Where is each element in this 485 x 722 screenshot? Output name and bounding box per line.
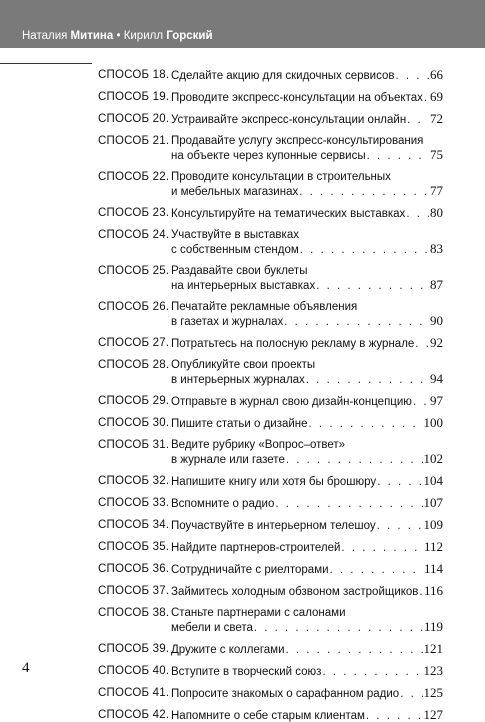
leader-dots <box>286 643 423 656</box>
toc-entry-title-continued: на объекте через купонные сервисы <box>171 150 366 162</box>
toc-entry <box>98 584 443 598</box>
page-number: 4 <box>22 660 30 676</box>
leader-dots <box>419 585 423 598</box>
leader-dots <box>306 373 429 386</box>
toc-entry-title: Попросите знакомых о сарафанном радио <box>171 688 400 700</box>
toc-entry-page: 116 <box>423 584 443 598</box>
toc-entry-page: 107 <box>423 496 443 510</box>
toc-entry-title: Вспомните о радио <box>171 498 275 510</box>
toc-entry-title: Ведите рубрику «Вопрос–ответ» <box>171 439 346 451</box>
toc-entry-page: 109 <box>423 518 443 532</box>
author2-first: Кирилл <box>123 30 164 42</box>
toc-entry-page: 119 <box>423 620 443 634</box>
toc-entry <box>98 358 443 386</box>
toc-entry-title-continued: в журнале или газете <box>171 454 285 466</box>
toc-entry-page: 87 <box>430 278 443 292</box>
toc-entry-title-continued: с собственным стендом <box>171 244 299 256</box>
leader-dots <box>286 453 423 466</box>
toc-entry-label: СПОСОБ 35. <box>98 541 170 553</box>
toc-entry-title-continued: в интерьерных журналах <box>171 374 305 386</box>
toc-entry <box>98 264 443 292</box>
toc-entry-page: 77 <box>430 184 443 198</box>
toc-entry-label: СПОСОБ 27. <box>98 337 170 349</box>
toc-entry-page: 104 <box>423 474 443 488</box>
toc-entry-label: СПОСОБ 21. <box>98 135 170 147</box>
leader-dots <box>284 315 429 328</box>
toc-entry-title: Напомните о себе старым клиентам <box>171 710 365 722</box>
leader-dots <box>395 69 429 82</box>
toc-entry <box>98 90 443 104</box>
author2-last: Горский <box>166 30 213 42</box>
toc-entry-page: 72 <box>430 112 443 126</box>
toc-entry-label: СПОСОБ 25. <box>98 265 170 277</box>
toc-entry-title: Сделайте акцию для скидочных сервисов <box>171 70 395 82</box>
toc-entry <box>98 112 443 126</box>
toc-entry <box>98 438 443 466</box>
toc-entry-label: СПОСОБ 34. <box>98 519 170 531</box>
leader-dots <box>316 279 429 292</box>
toc-entry-title-continued: мебели и света <box>171 622 253 634</box>
toc-entry-page: 83 <box>430 242 443 256</box>
toc-entry <box>98 474 443 488</box>
toc-entry <box>98 562 443 576</box>
leader-dots <box>377 519 423 532</box>
toc-entry-page: 90 <box>430 314 443 328</box>
toc-entry-label: СПОСОБ 18. <box>98 69 170 81</box>
header-rule <box>0 63 92 64</box>
toc-entry-title: Найдите партнеров-строителей <box>171 542 341 554</box>
toc-entry-page: 94 <box>430 372 443 386</box>
leader-dots <box>424 91 429 104</box>
toc-entry-page: 80 <box>430 206 443 220</box>
leader-dots <box>330 563 423 576</box>
toc-entry-page: 75 <box>430 148 443 162</box>
toc-entry-title: Проводите экспресс-консультации на объектах <box>171 92 423 104</box>
toc-entry-page: 97 <box>430 394 443 408</box>
toc-entry <box>98 664 443 678</box>
toc-entry-title: Пишите статьи о дизайне <box>171 418 308 430</box>
author1-first: Наталия <box>22 30 68 42</box>
toc-entry <box>98 134 443 162</box>
toc-entry-label: СПОСОБ 29. <box>98 395 170 407</box>
leader-dots <box>413 395 429 408</box>
running-header <box>22 30 213 42</box>
toc-entry <box>98 68 443 82</box>
toc-entry-label: СПОСОБ 42. <box>98 709 170 721</box>
toc-entry-title: Займитесь холодным обзвоном застройщиков <box>171 586 419 598</box>
toc-entry <box>98 540 443 554</box>
toc-entry-label: СПОСОБ 30. <box>98 417 170 429</box>
toc-entry-label: СПОСОБ 38. <box>98 607 170 619</box>
toc-entry <box>98 606 443 634</box>
toc-entry-label: СПОСОБ 31. <box>98 439 170 451</box>
toc-entry <box>98 496 443 510</box>
toc-entry <box>98 170 443 198</box>
toc-entry-label: СПОСОБ 28. <box>98 359 170 371</box>
toc-entry-title: Вступите в творческий союз <box>171 666 322 678</box>
toc-entry-title: Опубликуйте свои проекты <box>171 359 316 371</box>
toc-entry-label: СПОСОБ 41. <box>98 687 170 699</box>
toc-entry-label: СПОСОБ 36. <box>98 563 170 575</box>
toc-entry-label: СПОСОБ 22. <box>98 171 170 183</box>
toc-entry <box>98 206 443 220</box>
toc-entry-title: Потратьтесь на полосную рекламу в журнале <box>171 338 415 350</box>
toc-entry-label: СПОСОБ 20. <box>98 113 170 125</box>
toc-entry-label: СПОСОБ 39. <box>98 643 170 655</box>
toc-entry-page: 112 <box>423 540 443 554</box>
toc-entry <box>98 228 443 256</box>
leader-dots <box>367 149 429 162</box>
toc-entry <box>98 336 443 350</box>
leader-dots <box>299 185 429 198</box>
toc-entry-label: СПОСОБ 33. <box>98 497 170 509</box>
toc-entry-title: Проводите консультации в строительных <box>171 171 391 183</box>
toc-entry-page: 125 <box>423 686 443 700</box>
toc-entry-page: 127 <box>423 708 443 722</box>
leader-dots <box>377 475 422 488</box>
toc-entry-label: СПОСОБ 32. <box>98 475 170 487</box>
toc-entry-title: Сотрудничайте с риелторами <box>171 564 329 576</box>
toc-entry-label: СПОСОБ 26. <box>98 301 170 313</box>
toc-entry-label: СПОСОБ 24. <box>98 229 170 241</box>
toc-entry-title: Участвуйте в выставках <box>171 229 299 241</box>
author1-last: Митина <box>70 30 114 42</box>
toc-entry-title: Раздавайте свои буклеты <box>171 265 308 277</box>
toc-entry-title-continued: в газетах и журналах <box>171 316 284 328</box>
toc-entry-page: 66 <box>430 68 443 82</box>
leader-dots <box>407 113 429 126</box>
toc-entry-page: 123 <box>423 664 443 678</box>
toc-entry-label: СПОСОБ 40. <box>98 665 170 677</box>
leader-dots <box>341 541 423 554</box>
toc-entry-title: Устраивайте экспресс-консультации онлайн <box>171 114 407 126</box>
toc-entry <box>98 686 443 700</box>
toc-entry <box>98 642 443 656</box>
toc-entry-title-continued: и мебельных магазинах <box>171 186 299 198</box>
toc-entry-title: Напишите книгу или хотя бы брошюру <box>171 476 377 488</box>
leader-dots <box>309 417 423 430</box>
toc-entry-page: 102 <box>423 452 443 466</box>
toc-entry-label: СПОСОБ 37. <box>98 585 170 597</box>
leader-dots <box>275 497 422 510</box>
toc-entry <box>98 394 443 408</box>
toc-entry-title: Станьте партнерами с салонами <box>171 607 346 619</box>
toc-entry <box>98 518 443 532</box>
toc-entry-page: 114 <box>423 562 443 576</box>
toc-entry-page: 121 <box>423 642 443 656</box>
leader-dots <box>322 665 422 678</box>
toc-entry-label: СПОСОБ 23. <box>98 207 170 219</box>
leader-dots <box>415 337 429 350</box>
toc-entry-page: 100 <box>423 416 443 430</box>
leader-dots <box>254 621 423 634</box>
leader-dots <box>366 709 423 722</box>
author-separator: • <box>116 30 121 42</box>
toc-entry-title: Дружите с коллегами <box>171 644 285 656</box>
toc-entry-title: Поучаствуйте в интерьерном телешоу <box>171 520 376 532</box>
toc-entry-page: 69 <box>430 90 443 104</box>
header-band <box>0 0 485 48</box>
toc-entry <box>98 708 443 722</box>
toc-entry <box>98 300 443 328</box>
toc-entry-page: 92 <box>430 336 443 350</box>
toc-entry-label: СПОСОБ 19. <box>98 91 170 103</box>
toc-entry-title-continued: на интерьерных выставках <box>171 280 316 292</box>
toc-entry-title: Печатайте рекламные объявления <box>171 301 358 313</box>
leader-dots <box>300 243 429 256</box>
leader-dots <box>406 207 429 220</box>
toc-entry <box>98 416 443 430</box>
toc-entry-title: Продавайте услугу экспресс-консультирования <box>171 135 424 147</box>
toc-entry-title: Отправьте в журнал свою дизайн-концепцию <box>171 396 412 408</box>
toc-entry-title: Консультируйте на тематических выставках <box>171 208 406 220</box>
leader-dots <box>400 687 422 700</box>
